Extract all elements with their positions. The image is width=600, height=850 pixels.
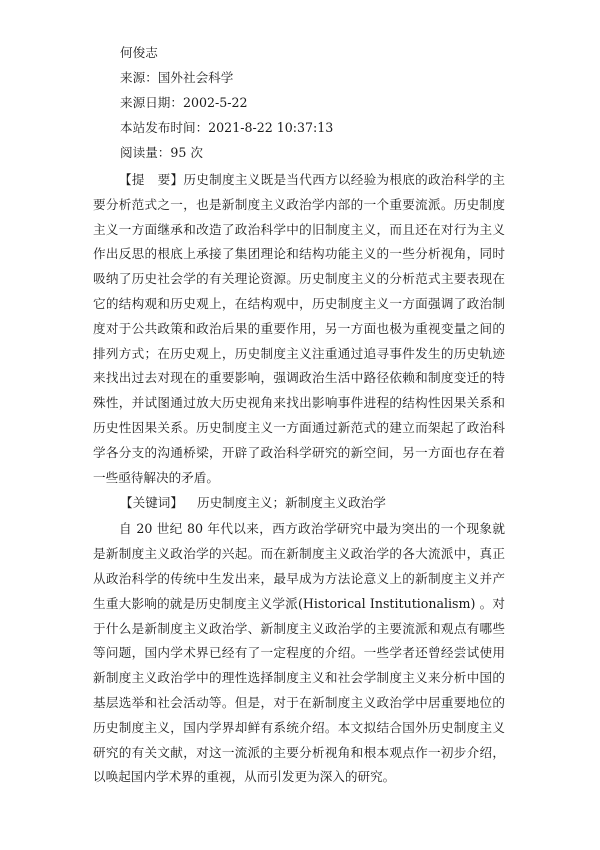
publish-time-label: 本站发布时间： (120, 120, 209, 135)
keywords-label: 【关键词】 (120, 495, 183, 511)
article (93, 40, 505, 790)
source-date-line (120, 90, 505, 115)
source-label: 来源： (120, 70, 158, 85)
source-date-value: 2002-5-22 (182, 95, 248, 110)
body-paragraph: 自 20 世纪 80 年代以来，西方政治学研究中最为突出的一个现象就是新制度主义政治学的兴起。而在新制度主义政治学的各大流派中，真正从政治科学的传统中生发出来，最早成为方法论意义上的新制度主义并产生重大影响的就是历史制度主义学派(Historical Institutionalism) 。对于什么是新制度主义政治学、新制度主义政治学的主要流派和观点有哪些等问题，国内学术界已经有了一定程度的介绍。一些学者还曾经尝试使用新制度主义政治学中的理性选择制度主义和社会学制度主义来分析中国的基层选举和社会活动等。但是，对于在新制度主义政治学中居重要地位的历史制度主义，国内学界却鲜有系统介绍。本文拟结合国外历史制度主义研究的有关文献，对这一流派的主要分析视角和根本观点作一初步介绍，以唤起国内学术界的重视，从而引发更为深入的研究。 (93, 521, 505, 785)
author-line (120, 40, 505, 65)
source-line (120, 65, 505, 90)
abstract-label: 【提 要】 (119, 172, 184, 187)
abstract-text: 历史制度主义既是当代西方以经验为根底的政治科学的主要分析范式之一，也是新制度主义政治学内部的一个重要流派。历史制度主义一方面继承和改造了政治科学中的旧制度主义，而且还在对行为主义作出反思的根底上承接了集团理论和结构功能主义的一些分析视角，同时吸纳了历史社会学的有关理论资源。历史制度主义的分析范式主要表现在它的结构观和历史观上，在结构观中，历史制度主义一方面强调了政治制度对于公共政策和政治后果的重要作用，另一方面也极为重视变量之间的排列方式；在历史观上，历史制度主义注重通过追寻事件发生的历史轨迹来找出过去对现在的重要影响，强调政治生活中路径依赖和制度变迁的特殊性，并试图通过放大历史视角来找出影响事件进程的结构性因果关系和历史性因果关系。历史制度主义一方面通过新范式的建立而架起了政治科学各分支的沟通桥梁，开辟了政治科学研究的新空间，另一方面也存在着一些亟待解决的矛盾。 (93, 172, 506, 485)
view-count-label: 阅读量： (120, 145, 171, 160)
abstract-paragraph (93, 168, 505, 490)
view-count-value: 95 次 (170, 145, 203, 160)
source-date-label: 来源日期： (120, 95, 183, 110)
author-name: 何俊志 (120, 45, 158, 60)
publish-time-value: 2021-8-22 10:37:13 (208, 120, 334, 135)
publish-time-line (120, 115, 505, 140)
source-value: 国外社会科学 (157, 70, 234, 85)
keywords-line (120, 490, 505, 515)
view-count-line (120, 140, 505, 165)
keywords-text: 历史制度主义；新制度主义政治学 (196, 495, 386, 511)
